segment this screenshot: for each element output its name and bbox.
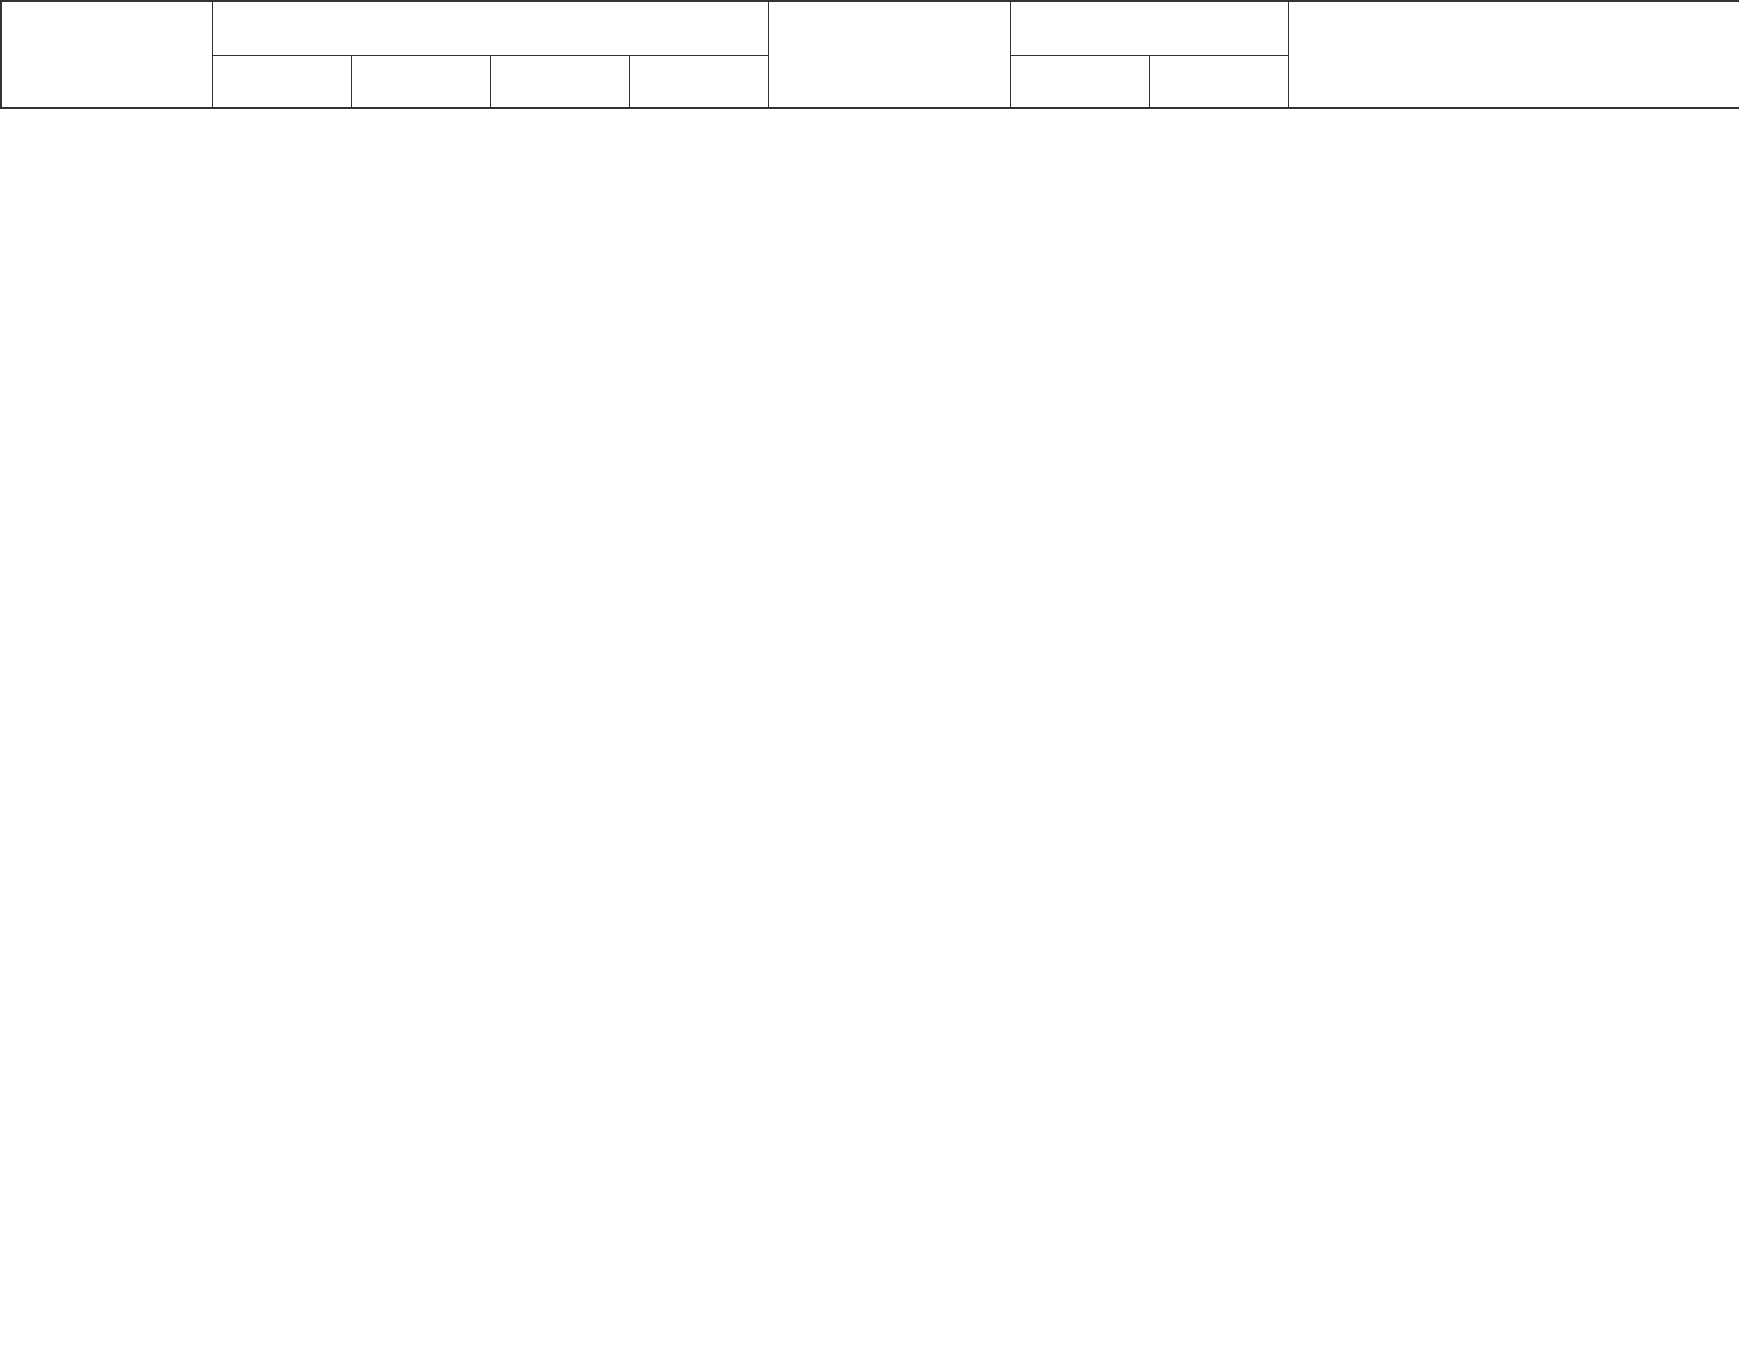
header-b-coding [351, 55, 490, 108]
header-contacts [1, 1, 212, 108]
header-rated-current [768, 1, 1010, 108]
header-coding [212, 1, 768, 55]
header-dc [1149, 55, 1288, 108]
header-voltage [1010, 1, 1288, 55]
header-ac [1010, 55, 1149, 108]
header-d-coding [629, 55, 768, 108]
header-part-no [1288, 1, 1739, 108]
header-row-top [1, 1, 1739, 55]
table-body [1, 108, 1739, 1355]
header-a-coding [212, 55, 351, 108]
header-c-coding [490, 55, 629, 108]
